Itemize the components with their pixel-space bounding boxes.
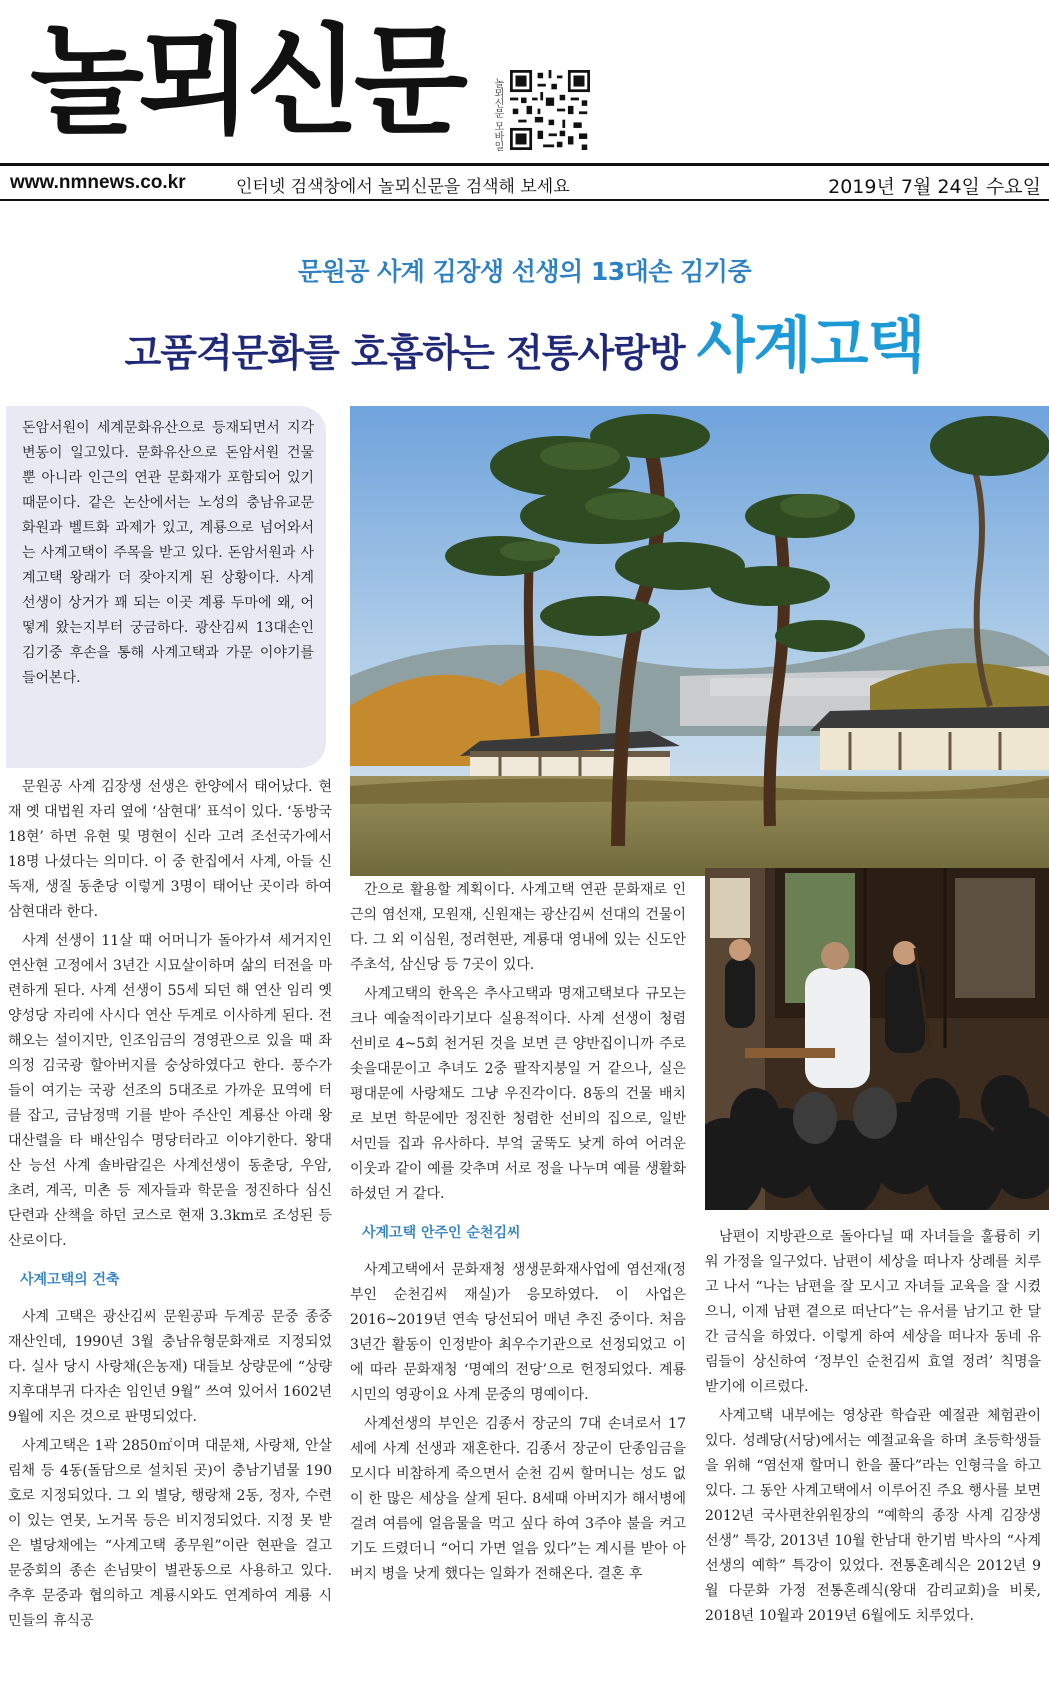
info-bar [0,166,1049,199]
article-column-3 [705,1225,1041,1695]
section-heading: 사계고택의 건축 [20,1272,120,1288]
website-link[interactable]: www.nmnews.co.kr [10,172,186,193]
paragraph: 사계 고택은 광산김씨 문원공파 두계공 문중 종중 재산인데, 1990년 3월 충남유형문화재로 지정되었다. 실사 당시 사랑채(은농재) 대들보 상량문에 “상량지후대부귀 다자손 임인년 9월” 쓰여 있어서 1602년 9월에 지은 것으로 판명되었다. [8,1309,332,1425]
issue-date: 2019년 7월 24일 수요일 [828,176,1041,198]
paragraph: 남편이 지방관으로 돌아다닐 때 자녀들을 훌륭히 키워 가정을 일구었다. 남편이 세상을 떠나자 상례를 치루고 나서 “나는 남편을 잘 모시고 자녀들 교육을 잘 시켰으니, 이제 남편 곁으로 떠난다”는 유서를 남기고 한 달간 금식을 하였다. 이렇게 하여 세상을 떠나자 동네 유림들이 상신하여 ‘정부인 순천김씨 효열 정려’ 칙명을 받기에 이르렀다. [705,1229,1041,1395]
hanok-landscape-photo [350,406,1049,876]
paragraph: 사계선생의 부인은 김종서 장군의 7대 손녀로서 17세에 사계 선생과 재혼한다. 김종서 장군이 단종임금을 모시다 비참하게 죽으면서 순천 김씨 할머니는 성도 없이 한 많은 세상을 살게 된다. 8세때 아버지가 해서병에 걸려 여름에 얼음물을 먹고 싶다 하여 3주야 불을 켜고 기도 드렸더니 “어디 가면 얼음 있다”는 계시를 받아 아버지 병을 낫게 했다는 일화가 전해온다. 결혼 후 [350,1416,686,1582]
lead-summary: 돈암서원이 세계문화유산으로 등재되면서 지각변동이 일고있다. 문화유산으로 돈암서원 건물뿐 아니라 인근의 연관 문화재가 포함되어 있기 때문이다. 같은 논산에서는 노성의 충남유교문화원과 벨트화 과제가 있고, 계룡으로 넘어와서는 사계고택이 주목을 받고 있다. 돈암서원과 사계고택 왕래가 더 잦아지게 된 상황이다. 사계 선생이 상거가 꽤 되는 이곳 계룡 두마에 왜, 어떻게 왔는지부터 궁금하다. 광산김씨 13대손인 김기중 후손을 통해 사계고택과 가문 이야기를 들어본다. [6,406,326,768]
paragraph: 간으로 활용할 계획이다. 사계고택 연관 문화재로 인근의 염선재, 모원재, 신원재는 광산김씨 선대의 건물이다. 그 외 이심원, 정려현판, 계룡대 영내에 있는 신도안 주초석, 삼신당 등 7곳이 있다. [350,882,686,973]
qr-code-icon[interactable] [510,70,590,150]
paragraph: 사계고택에서 문화재청 생생문화재사업에 염선재(정부인 순천김씨 재실)가 응모하였다. 이 사업은 2016~2019년 연속 당선되어 매년 추진 중이다. 처음 3년간 활동이 인정받아 최우수기관으로 선정되었고 이에 따라 문화재청 ‘명예의 전당’으로 헌정되었다. 계룡 시민의 영광이요 사계 문중의 명예이다. [350,1262,686,1403]
mobile-label: 놀뫼신문 모바일 [492,78,503,152]
masthead-rule-bottom [0,199,1049,201]
paragraph: 사계 선생이 11살 때 어머니가 돌아가셔 세거지인 연산현 고정에서 3년간 시묘살이하며 삶의 터전을 마련하게 된다. 사계 선생이 55세 되던 해 연산 임리 옛 양성당 자리에 사시다 연산 두계로 이사하게 된다. 전해오는 설이지만, 인조임금의 경영관으로 있을 때 좌의정 김국광 할아버지를 숭상하였다고 한다. 풍수가들이 여기는 국광 선조의 5대조로 가까운 묘역에 터를 잡고, 금남정맥 기를 받아 주산인 계룡산 아래 왕대산렬을 타 배산임수 명당터라고 이야기한다. 왕대산 능선 사계 솔바람길은 사계선생이 동춘당, 우암, 초려, 계곡, 미촌 등 제자들과 학문을 정진하다 심신단련과 산책을 하던 코스로 현재 3.3km로 조성된 등산로이다. [8,933,332,1249]
headline-main: 고품격문화를 호흡하는 전통사랑방 [124,331,685,375]
section-heading: 사계고택 안주인 순천김씨 [362,1225,521,1241]
article-headline [0,298,1049,384]
newspaper-logo: 놀뫼신문 [30,12,462,150]
paragraph: 사계고택의 한옥은 추사고택과 명재고택보다 규모는 크나 예술적이라기보다 실용적이다. 사계 선생이 청렴선비로 4~5회 천거된 것을 보면 큰 양반집이니까 주로 솟을대문이고 추녀도 2중 팔작지붕일 거 같으나, 실은 평대문에 사랑채도 그냥 우진각이다. 8동의 건물 배치로 보면 학문에만 정진한 청렴한 선비의 집으로, 일반 서민들 집과 유사하다. 부엌 굴뚝도 낮게 하여 어려운 이웃과 같이 예를 갖추며 서로 정을 나누며 예를 생활화하셨던 거 같다. [350,986,686,1202]
search-tagline: 인터넷 검색창에서 놀뫼신문을 검색해 보세요 [236,177,570,197]
article-subhead: 문원공 사계 김장생 선생의 13대손 김기중 [297,257,752,286]
ceremony-performance-photo [705,868,1049,1210]
article-column-2 [350,878,686,1696]
paragraph: 사계고택은 1곽 2850㎡이며 대문채, 사랑채, 안살림채 등 4동(돌담으로 설치된 곳)이 충남기념물 190호로 지정되었다. 그 외 별당, 행랑채 2동, 정자, 수련이 있는 연못, 노거목 등은 비지정되었다. 지정 못 받은 별당채에는 “사계고택 종무원”이란 현판을 걸고 문중회의 종손 손님맞이 별관동으로 사용하고 있다. 추후 문중과 협의하고 계룡시와도 연계하여 계룡 시민들의 휴식공 [8,1438,332,1629]
article-column-1 [8,775,332,1695]
headline-accent: 사계고택 [696,311,925,381]
paragraph: 사계고택 내부에는 영상관 학습관 예절관 체험관이 있다. 성례당(서당)에서는 예절교육을 하며 초등학생들을 위해 “염선재 할머니 한을 풀다”라는 인형극을 하고 있다. 그 동안 사계고택에서 이루어진 주요 행사를 보면 2012년 국사편찬위원장의 “예학의 종장 사계 김장생 선생” 특강, 2013년 10월 한남대 한기범 박사의 “사계선생의 예학” 특강이 있었다. 전통혼례식은 2012년 9월 다문화 가정 전통혼례식(왕대 감리교회)을 비롯, 2018년 10월과 2019년 6월에도 치루었다. [705,1408,1041,1624]
paragraph: 문원공 사계 김장생 선생은 한양에서 태어났다. 현재 옛 대법원 자리 옆에 ‘삼현대’ 표석이 있다. ‘동방국18현’ 하면 유현 및 명현이 신라 고려 조선국가에서 18명 나셨다는 의미다. 이 중 한집에서 사계, 아들 신독재, 생질 동춘당 이렇게 3명이 태어난 곳이라 하여 삼현대라 한다. [8,779,332,920]
